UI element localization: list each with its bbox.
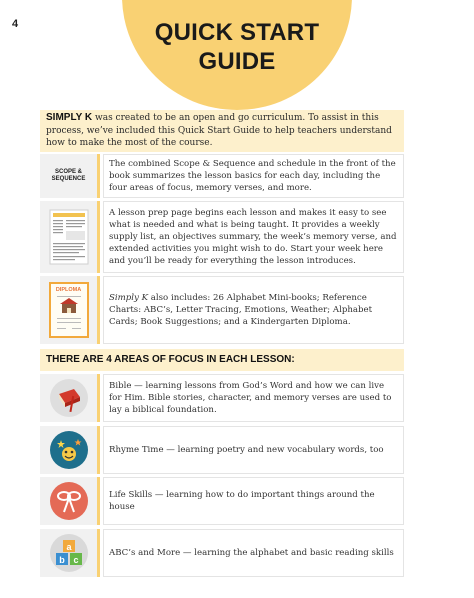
resource-text-box bbox=[103, 276, 404, 344]
area-icon-box bbox=[40, 477, 100, 525]
intro-text: was created to be an open and go curriculum. To assist in this process, we’ve included this Quick Start Guide to help teachers understand how to make the most of the course. bbox=[46, 113, 392, 148]
scope-sequence-label: SCOPE & SEQUENCE bbox=[51, 169, 86, 182]
area-icon-box bbox=[40, 426, 100, 474]
intro-lead: SIMPLY K bbox=[46, 112, 93, 123]
svg-text:c: c bbox=[72, 555, 79, 565]
area-text: Bible — learning lessons from God’s Word and how we can live for Him. Bible stories, character, and memory verses are used to lay a biblical foundation. bbox=[109, 381, 392, 415]
resource-row-extras bbox=[40, 276, 404, 344]
title-line-1: QUICK START bbox=[154, 19, 320, 46]
area-row-abc bbox=[40, 529, 404, 577]
diploma-icon bbox=[49, 282, 89, 338]
resource-text: The combined Scope & Sequence and schedule in the front of the book summarizes the lesson basics for each day, including the four areas of focus, memory verses, and more. bbox=[109, 159, 396, 193]
resource-row-scope bbox=[40, 154, 404, 198]
title-line-2: GUIDE bbox=[198, 48, 276, 75]
resource-text: A lesson prep page begins each lesson and makes it easy to see what is needed and what is being taught. It provides a weekly supply list, an objectives summary, the week’s memory verse, and extended activities you might wish to do. Start your week here and you’ll be ready for everything the lesson introduces. bbox=[109, 208, 397, 266]
svg-text:a: a bbox=[65, 542, 72, 552]
scope-sequence-thumbnail bbox=[40, 154, 100, 198]
resource-text-box bbox=[103, 154, 404, 198]
diploma-label: DIPLOMA bbox=[55, 287, 82, 293]
page-number: 4 bbox=[12, 18, 19, 30]
lesson-prep-thumbnail bbox=[40, 201, 100, 273]
resource-text: also includes: 26 Alphabet Mini-books; Reference Charts: ABC’s, Letter Tracing, Emotions, Weather; Alphabet Cards; Book Suggestions; and a Kindergarten Diploma. bbox=[109, 293, 373, 327]
area-row-life-skills bbox=[40, 477, 404, 525]
area-text-box bbox=[103, 426, 404, 474]
shoelace-icon bbox=[50, 482, 88, 520]
area-text: Life Skills — learning how to do important things around the house bbox=[109, 490, 375, 512]
bible-icon bbox=[50, 379, 88, 417]
area-text-box bbox=[103, 477, 404, 525]
abc-blocks-icon bbox=[50, 534, 88, 572]
area-text-box bbox=[103, 374, 404, 422]
area-icon-box bbox=[40, 374, 100, 422]
area-row-rhyme bbox=[40, 426, 404, 474]
svg-text:b: b bbox=[58, 555, 65, 565]
diploma-thumbnail bbox=[40, 276, 100, 344]
area-row-bible bbox=[40, 374, 404, 422]
intro-box bbox=[40, 110, 404, 152]
page-title bbox=[122, 18, 352, 76]
resource-text-italic: Simply K bbox=[109, 293, 149, 303]
diploma-art-icon bbox=[51, 294, 87, 338]
lesson-prep-page-icon bbox=[49, 209, 89, 265]
area-icon-box bbox=[40, 529, 100, 577]
resource-row-lesson-prep bbox=[40, 201, 404, 273]
area-text-box bbox=[103, 529, 404, 577]
rhyme-icon bbox=[50, 431, 88, 469]
area-text: ABC’s and More — learning the alphabet and basic reading skills bbox=[109, 548, 394, 558]
area-text: Rhyme Time — learning poetry and new vocabulary words, too bbox=[109, 445, 384, 455]
resource-text-box bbox=[103, 201, 404, 273]
areas-heading: THERE ARE 4 AREAS OF FOCUS IN EACH LESSON: bbox=[40, 349, 404, 371]
